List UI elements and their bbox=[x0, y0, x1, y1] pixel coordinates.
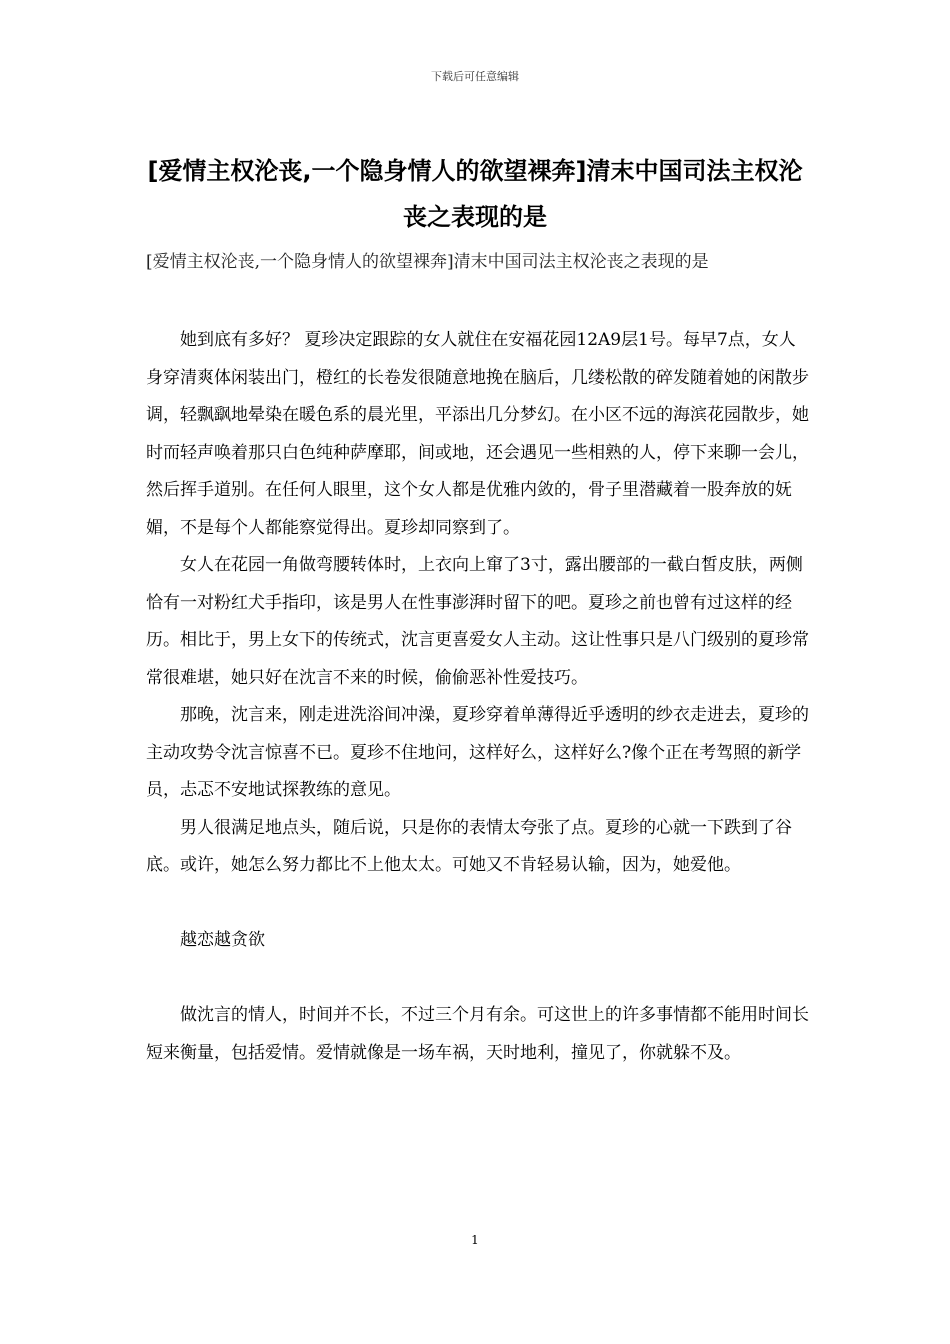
paragraph: 做沈言的情人，时间并不长，不过三个月有余。可这世上的许多事情都不能用时间长短来衡量，包括爱情。爱情就像是一场车祸，天时地利，撞见了，你就躲不及。 bbox=[146, 1005, 809, 1063]
paragraph: 男人很满足地点头，随后说，只是你的表情太夸张了点。夏珍的心就一下跌到了谷底。或许，她怎么努力都比不上他太太。可她又不肯轻易认输，因为，她爱他。 bbox=[146, 817, 792, 875]
document-body bbox=[146, 322, 810, 1072]
paragraph: 女人在花园一角做弯腰转体时，上衣向上窜了3寸，露出腰部的一截白皙皮肤，两侧恰有一对粉红犬手指印，该是男人在性事澎湃时留下的吧。夏珍之前也曾有过这样的经历。相比于，男上女下的传统式，沈言更喜爱女人主动。这让性事只是八门级别的夏珍常常很难堪，她只好在沈言不来的时候，偷偷恶补性爱技巧。 bbox=[146, 555, 809, 688]
document-subtitle: [爱情主权沦丧,一个隐身情人的欲望裸奔]清末中国司法主权沦丧之表现的是 bbox=[146, 252, 709, 272]
page-number: 1 bbox=[471, 1233, 479, 1247]
paragraph: 那晚，沈言来，刚走进洗浴间冲澡，夏珍穿着单薄得近乎透明的纱衣走进去，夏珍的主动攻势令沈言惊喜不已。夏珍不住地问，这样好么，这样好么?像个正在考驾照的新学员，忐忑不安地试探教练的意见。 bbox=[146, 705, 809, 800]
document-title: [爱情主权沦丧,一个隐身情人的欲望裸奔]清末中国司法主权沦丧之表现的是 bbox=[147, 157, 803, 231]
header-note: 下载后可任意编辑 bbox=[431, 70, 519, 83]
paragraph: 她到底有多好？ 夏珍决定跟踪的女人就住在安福花园12A9层1号。每早7点，女人身穿清爽体闲装出门，橙红的长卷发很随意地挽在脑后，几缕松散的碎发随着她的闲散步调，轻飘飖地晕染在暖色系的晨光里，平添出几分梦幻。在小区不远的海滨花园散步，她时而轻声唤着那只白色纯种萨摩耶，间或地，还会遇见一些相熟的人，停下来聊一会儿，然后挥手道别。在任何人眼里，这个女人都是优雅内敛的，骨子里潜藏着一股奔放的妩媚，不是每个人都能察觉得出。夏珍却同察到了。 bbox=[146, 330, 809, 538]
section-heading: 越恋越贪欲 bbox=[180, 930, 265, 950]
